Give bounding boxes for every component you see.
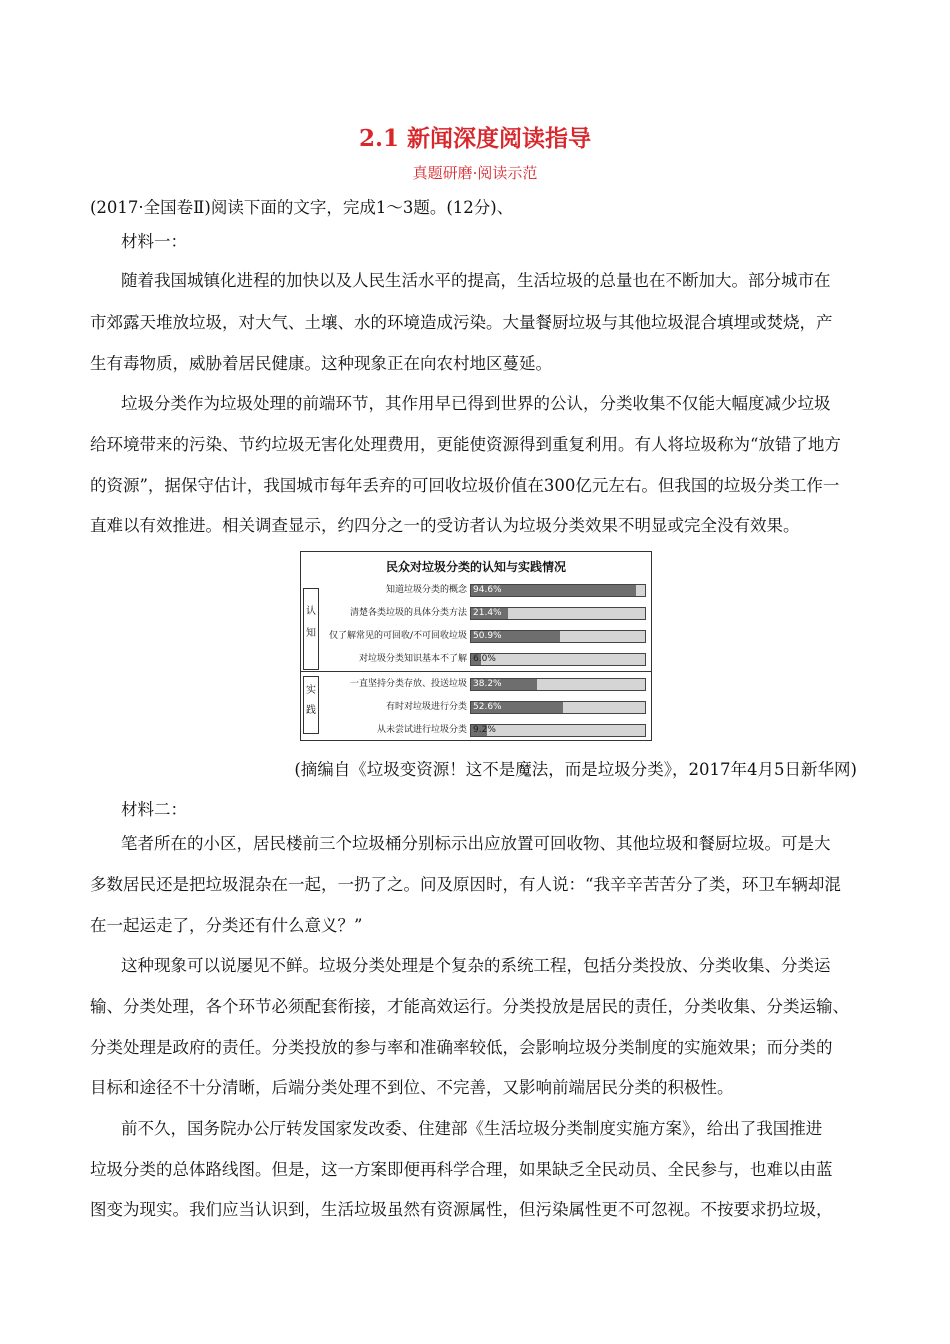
bar-value-label: 38.2% xyxy=(473,679,502,689)
group-divider xyxy=(301,671,651,672)
group-label-char: 践 xyxy=(306,705,316,716)
paragraph-line: 随着我国城镇化进程的加快以及人民生活水平的提高，生活垃圾的总量也在不断加大。部分城市在 xyxy=(121,271,831,290)
paragraph-line: 目标和途径不十分清晰，后端分类处理不到位、不完善，又影响前端居民分类的积极性。 xyxy=(90,1078,734,1097)
material-one-label: 材料一： xyxy=(121,232,187,251)
paragraph-line: 的资源”，据保守估计，我国城市每年丢弃的可回收垃圾价值在300亿元左右。但我国的垃圾分类工作一 xyxy=(90,476,840,495)
paragraph-line: 多数居民还是把垃圾混杂在一起，一扔了之。问及原因时，有人说：“我辛辛苦苦分了类，环卫车辆却混 xyxy=(90,875,841,894)
paragraph-line: 给环境带来的污染、节约垃圾无害化处理费用，更能使资源得到重复利用。有人将垃圾称为“放错了地方 xyxy=(90,435,841,454)
group-label-char: 实 xyxy=(306,685,316,696)
group-label-char: 认 xyxy=(306,606,316,617)
material-two-label: 材料二： xyxy=(121,800,187,819)
paragraph-line: 这种现象可以说屡见不鲜。垃圾分类处理是个复杂的系统工程，包括分类投放、分类收集、分类运 xyxy=(121,956,831,975)
bar-track xyxy=(470,584,646,597)
bar-track xyxy=(470,607,646,620)
page-title: 2.1 新闻深度阅读指导 xyxy=(358,125,592,152)
group-label-practice xyxy=(304,681,318,721)
group-label-char: 知 xyxy=(306,628,316,639)
paragraph-line: 图变为现实。我们应当认识到，生活垃圾虽然有资源属性，但污染属性更不可忽视。不按要求扔垃圾， xyxy=(90,1200,833,1219)
survey-bar-chart xyxy=(300,551,652,741)
group-label-cognition xyxy=(304,601,318,645)
group-box-practice xyxy=(303,676,319,734)
paragraph-line: 笔者所在的小区，居民楼前三个垃圾桶分别标示出应放置可回收物、其他垃圾和餐厨垃圾。可是大 xyxy=(121,834,831,853)
bar-value-label: 6.0% xyxy=(473,654,496,664)
paragraph-line: 分类处理是政府的责任。分类投放的参与率和准确率较低，会影响垃圾分类制度的实施效果；而分类的 xyxy=(90,1038,833,1057)
bar-value-label: 94.6% xyxy=(473,585,502,595)
paragraph-line: 市郊露天堆放垃圾，对大气、土壤、水的环境造成污染。大量餐厨垃圾与其他垃圾混合填埋或焚烧，产 xyxy=(90,313,833,332)
bar-track xyxy=(470,678,646,691)
bar-category-label: 仅了解常见的可回收/不可回收垃圾 xyxy=(328,631,467,641)
page-subtitle: 真题研磨·阅读示范 xyxy=(412,164,538,182)
bar-category-label: 知道垃圾分类的概念 xyxy=(385,585,467,595)
paragraph-line: 在一起运走了，分类还有什么意义？” xyxy=(90,916,363,935)
bar-category-label: 对垃圾分类知识基本不了解 xyxy=(358,654,467,664)
bar-value-label: 21.4% xyxy=(473,608,502,618)
chart-title: 民众对垃圾分类的认知与实践情况 xyxy=(385,560,566,574)
bar-value-label: 52.6% xyxy=(473,702,502,712)
group-box-cognition xyxy=(303,588,319,670)
bar-value-label: 9.2% xyxy=(473,725,496,735)
paragraph-line: 垃圾分类的总体路线图。但是，这一方案即便再科学合理，如果缺乏全民动员、全民参与，也难以由蓝 xyxy=(90,1160,833,1179)
bar-category-label: 有时对垃圾进行分类 xyxy=(385,702,467,712)
paragraph-line: 直难以有效推进。相关调查显示，约四分之一的受访者认为垃圾分类效果不明显或完全没有效果。 xyxy=(90,516,800,535)
paragraph-line: 前不久，国务院办公厅转发国家发改委、住建部《生活垃圾分类制度实施方案》，给出了我国推进 xyxy=(121,1119,823,1138)
bar-category-label: 从未尝试进行垃圾分类 xyxy=(376,725,467,735)
bar-category-label: 清楚各类垃圾的具体分类方法 xyxy=(349,608,467,618)
bar-track xyxy=(470,724,646,737)
bar-value-label: 50.9% xyxy=(473,631,502,641)
bar-track xyxy=(470,701,646,714)
bar-track xyxy=(470,630,646,643)
paragraph-line: 生有毒物质，威胁着居民健康。这种现象正在向农村地区蔓延。 xyxy=(90,354,552,373)
question-prompt: (2017·全国卷Ⅱ)阅读下面的文字，完成1～3题。(12分)、 xyxy=(90,198,514,217)
paragraph-line: 垃圾分类作为垃圾处理的前端环节，其作用早已得到世界的公认，分类收集不仅能大幅度减少垃圾 xyxy=(121,394,831,413)
bar-category-label: 一直坚持分类存放、投送垃圾 xyxy=(349,679,467,689)
bar-track xyxy=(470,653,646,666)
source-citation: (摘编自《垃圾变资源！这不是魔法，而是垃圾分类》，2017年4月5日新华网) xyxy=(294,760,857,779)
paragraph-line: 输、分类处理，各个环节必须配套衔接，才能高效运行。分类投放是居民的责任，分类收集、分类运输、 xyxy=(90,997,849,1016)
